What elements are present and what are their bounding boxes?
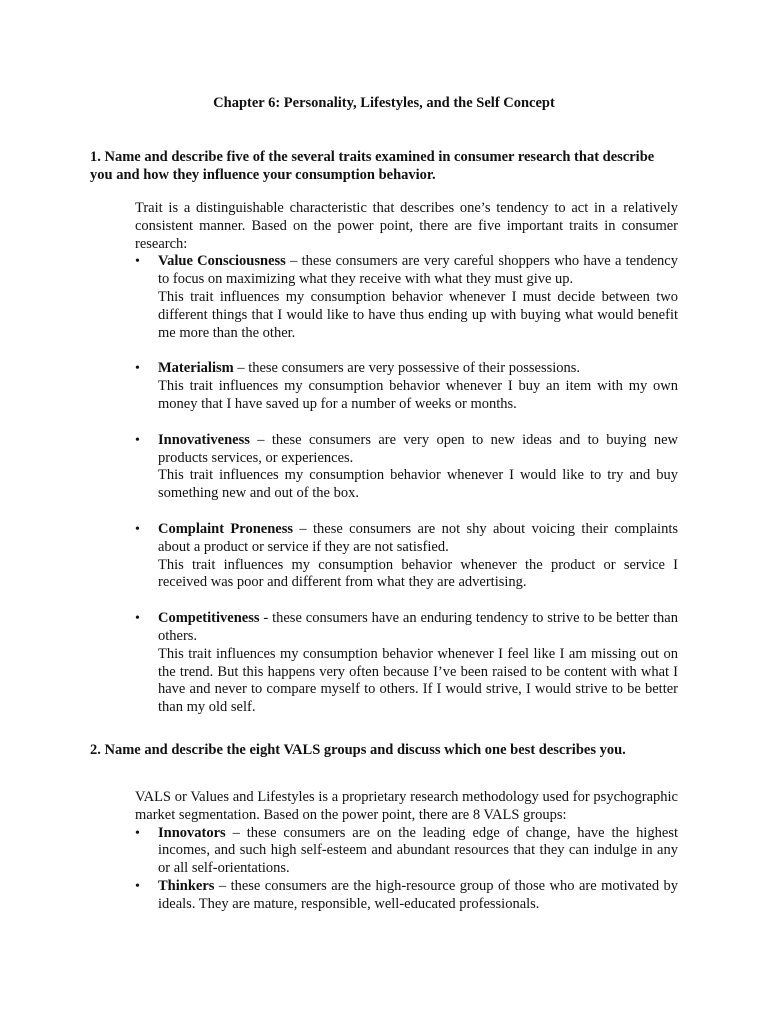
trait-influence: This trait influences my consumption behavior whenever the product or service I received was poor and different from what they are advertising.: [158, 556, 678, 591]
vals-description: these consumers are the high-resource group of those who are motivated by ideals. They are mature, responsible, well-educated professionals.: [158, 877, 679, 912]
question-1-heading: 1. Name and describe five of the several traits examined in consumer research that describe you and how they influence your consumption behavior.: [90, 149, 655, 183]
bullet-icon: •: [135, 361, 140, 377]
vals-term: Innovators: [158, 824, 226, 841]
question-1-intro: Trait is a distinguishable characteristic that describes one’s tendency to act in a relatively consistent manner. Based on the power point, there are five important traits in consumer research:: [135, 200, 678, 252]
trait-item-complaint-proneness: • Complaint Proneness – these consumers are not shy about voicing their complaints about a product or service if they are not satisfied. This trait influences my consumption behavior whenever the product or service I received was poor and different from what they are advertising.: [135, 520, 678, 591]
question-2-intro: VALS or Values and Lifestyles is a proprietary research methodology used for psychographic market segmentation. Based on the power point, there are 8 VALS groups:: [135, 789, 678, 823]
trait-list: [135, 253, 678, 717]
vals-description: these consumers are on the leading edge of change, have the highest incomes, and such high self-esteem and abundant resources that they can indulge in any or all self-orientations.: [158, 824, 678, 877]
trait-description: these consumers are very careful shoppers who have a tendency to focus on maximizing what they receive with what they must give up.: [158, 253, 678, 288]
question-1-answer: [135, 200, 678, 717]
trait-term: Innovativeness: [158, 431, 250, 448]
bullet-icon: •: [135, 611, 140, 627]
bullet-icon: •: [135, 254, 140, 270]
question-2-heading: 2. Name and describe the eight VALS groups and discuss which one best describes you.: [90, 742, 626, 758]
bullet-icon: •: [135, 521, 140, 537]
vals-item-innovators: • Innovators – these consumers are on the leading edge of change, have the highest incomes, and such high self-esteem and abundant resources that they can indulge in any or all self-orientations.: [135, 824, 678, 877]
trait-item-competitiveness: • Competitiveness - these consumers have an enduring tendency to strive to be better than others. This trait influences my consumption behavior whenever I feel like I am missing out on the trend. But this happens very often because I’ve been raised to be content with what I have and never to compare myself to others. If I would strive, I would strive to be better than my old self.: [135, 610, 678, 716]
trait-description: these consumers are very open to new ideas and to buying new products services, or experiences.: [158, 431, 678, 466]
vals-item-thinkers: • Thinkers – these consumers are the high-resource group of those who are motivated by ideals. They are mature, responsible, well-educated professionals.: [135, 877, 679, 912]
trait-description: these consumers are very possessive of their possessions.: [248, 360, 581, 377]
trait-term: Materialism: [158, 360, 234, 377]
bullet-icon: •: [135, 432, 140, 448]
trait-description: these consumers are not shy about voicing their complaints about a product or service if they are not satisfied.: [158, 520, 678, 555]
vals-group-list: [135, 825, 678, 914]
trait-item-value-consciousness: • Value Consciousness – these consumers are very careful shoppers who have a tendency to focus on maximizing what they receive with what they must give up. This trait influences my consumption behavior whenever I must decide between two different things that I would like to have thus ending up with buying what would benefit me more than the other.: [135, 253, 678, 341]
vals-term: Thinkers: [158, 877, 215, 894]
page-title: Chapter 6: Personality, Lifestyles, and the Self Concept: [213, 95, 555, 111]
trait-term: Complaint Proneness: [158, 520, 293, 537]
trait-term: Competitiveness: [158, 610, 260, 627]
trait-influence: This trait influences my consumption behavior whenever I feel like I am missing out on the trend. But this happens very often because I’ve been raised to be content with what I have and never to compare myself to others. If I would strive, I would strive to be better than my old self.: [158, 645, 678, 716]
question-2-answer: [135, 789, 678, 914]
trait-influence: This trait influences my consumption behavior whenever I would like to try and buy something new and out of the box.: [158, 467, 678, 502]
bullet-icon: •: [135, 825, 140, 841]
bullet-icon: •: [135, 878, 140, 894]
trait-term: Value Consciousness: [158, 253, 286, 270]
trait-item-materialism: • Materialism – these consumers are very possessive of their possessions. This trait influences my consumption behavior whenever I buy an item with my own money that I have saved up for a number of weeks or months.: [135, 360, 678, 412]
trait-description: these consumers have an enduring tendency to strive to be better than others.: [158, 610, 678, 644]
trait-influence: This trait influences my consumption behavior whenever I must decide between two different things that I would like to have thus ending up with buying what would benefit me more than the other.: [158, 288, 678, 341]
trait-item-innovativeness: • Innovativeness – these consumers are very open to new ideas and to buying new products services, or experiences. This trait influences my consumption behavior whenever I would like to try and buy something new and out of the box.: [135, 431, 678, 502]
trait-influence: This trait influences my consumption behavior whenever I buy an item with my own money that I have saved up for a number of weeks or months.: [158, 378, 678, 412]
